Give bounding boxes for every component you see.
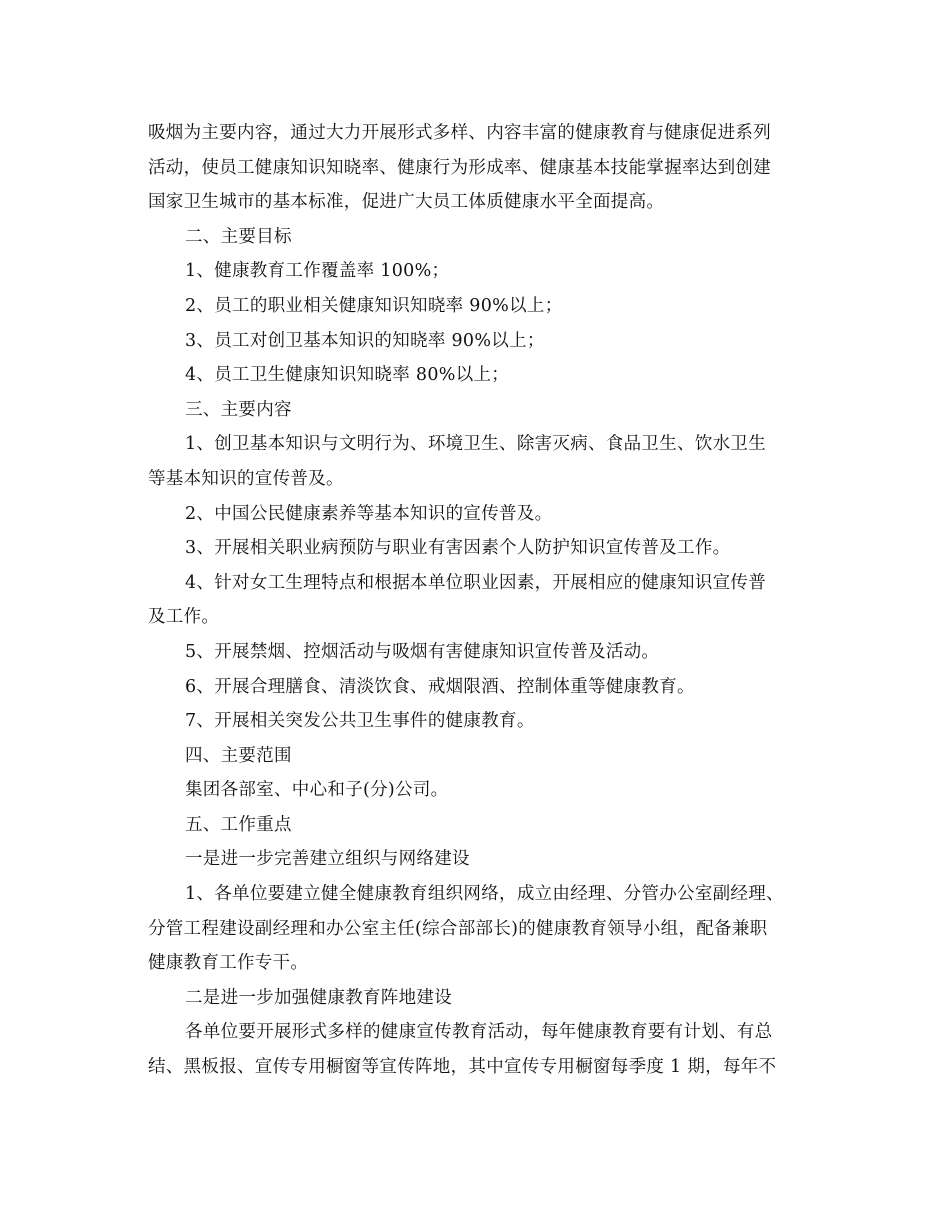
- text-line: 等基本知识的宣传普及。: [148, 468, 344, 489]
- text-line: 国家卫生城市的基本标准，促进广大员工体质健康水平全面提高。: [148, 192, 665, 213]
- list-item: 1、健康教育工作覆盖率 100%；: [185, 261, 450, 282]
- text-line: 吸烟为主要内容，通过大力开展形式多样、内容丰富的健康教育与健康促进系列: [148, 123, 771, 143]
- list-item: 7、开展相关突发公共卫生事件的健康教育。: [185, 711, 535, 732]
- text-line: 分管工程建设副经理和办公室主任(综合部部长)的健康教育领导小组，配备兼职: [148, 918, 768, 939]
- text-line: 活动，使员工健康知识知晓率、健康行为形成率、健康基本技能掌握率达到创建: [148, 157, 771, 178]
- text-line: 健康教育工作专干。: [148, 953, 309, 974]
- document-body: [148, 116, 808, 1085]
- paragraph-line: 集团各部室、中心和子(分)公司。: [185, 780, 449, 801]
- list-item: 1、各单位要建立健全健康教育组织网络，成立由经理、分管办公室副经理、: [185, 884, 784, 905]
- section-heading: 二、主要目标: [185, 226, 292, 247]
- text-line: 及工作。: [148, 607, 220, 628]
- subsection-heading: 一是进一步完善建立组织与网络建设: [185, 849, 470, 870]
- list-item: 4、员工卫生健康知识知晓率 80%以上；: [185, 365, 510, 386]
- text-line: 结、黑板报、宣传专用橱窗等宣传阵地，其中宣传专用橱窗每季度 1 期，每年不: [148, 1057, 777, 1078]
- section-heading: 三、主要内容: [185, 399, 292, 420]
- list-item: 2、中国公民健康素养等基本知识的宣传普及。: [185, 503, 553, 524]
- paragraph-line: 各单位要开展形式多样的健康宣传教育活动，每年健康教育要有计划、有总: [185, 1022, 773, 1043]
- list-item: 3、开展相关职业病预防与职业有害因素个人防护知识宣传普及工作。: [185, 538, 731, 559]
- list-item: 6、开展合理膳食、清淡饮食、戒烟限酒、控制体重等健康教育。: [185, 676, 695, 697]
- subsection-heading: 二是进一步加强健康教育阵地建设: [185, 987, 452, 1008]
- section-heading: 五、工作重点: [185, 814, 292, 835]
- list-item: 2、员工的职业相关健康知识知晓率 90%以上；: [185, 295, 563, 316]
- list-item: 3、员工对创卫基本知识的知晓率 90%以上；: [185, 330, 545, 351]
- section-heading: 四、主要范围: [185, 745, 292, 766]
- list-item: 5、开展禁烟、控烟活动与吸烟有害健康知识宣传普及活动。: [185, 641, 660, 662]
- list-item: 1、创卫基本知识与文明行为、环境卫生、除害灭病、食品卫生、饮水卫生: [185, 434, 767, 455]
- list-item: 4、针对女工生理特点和根据本单位职业因素，开展相应的健康知识宣传普: [185, 572, 767, 593]
